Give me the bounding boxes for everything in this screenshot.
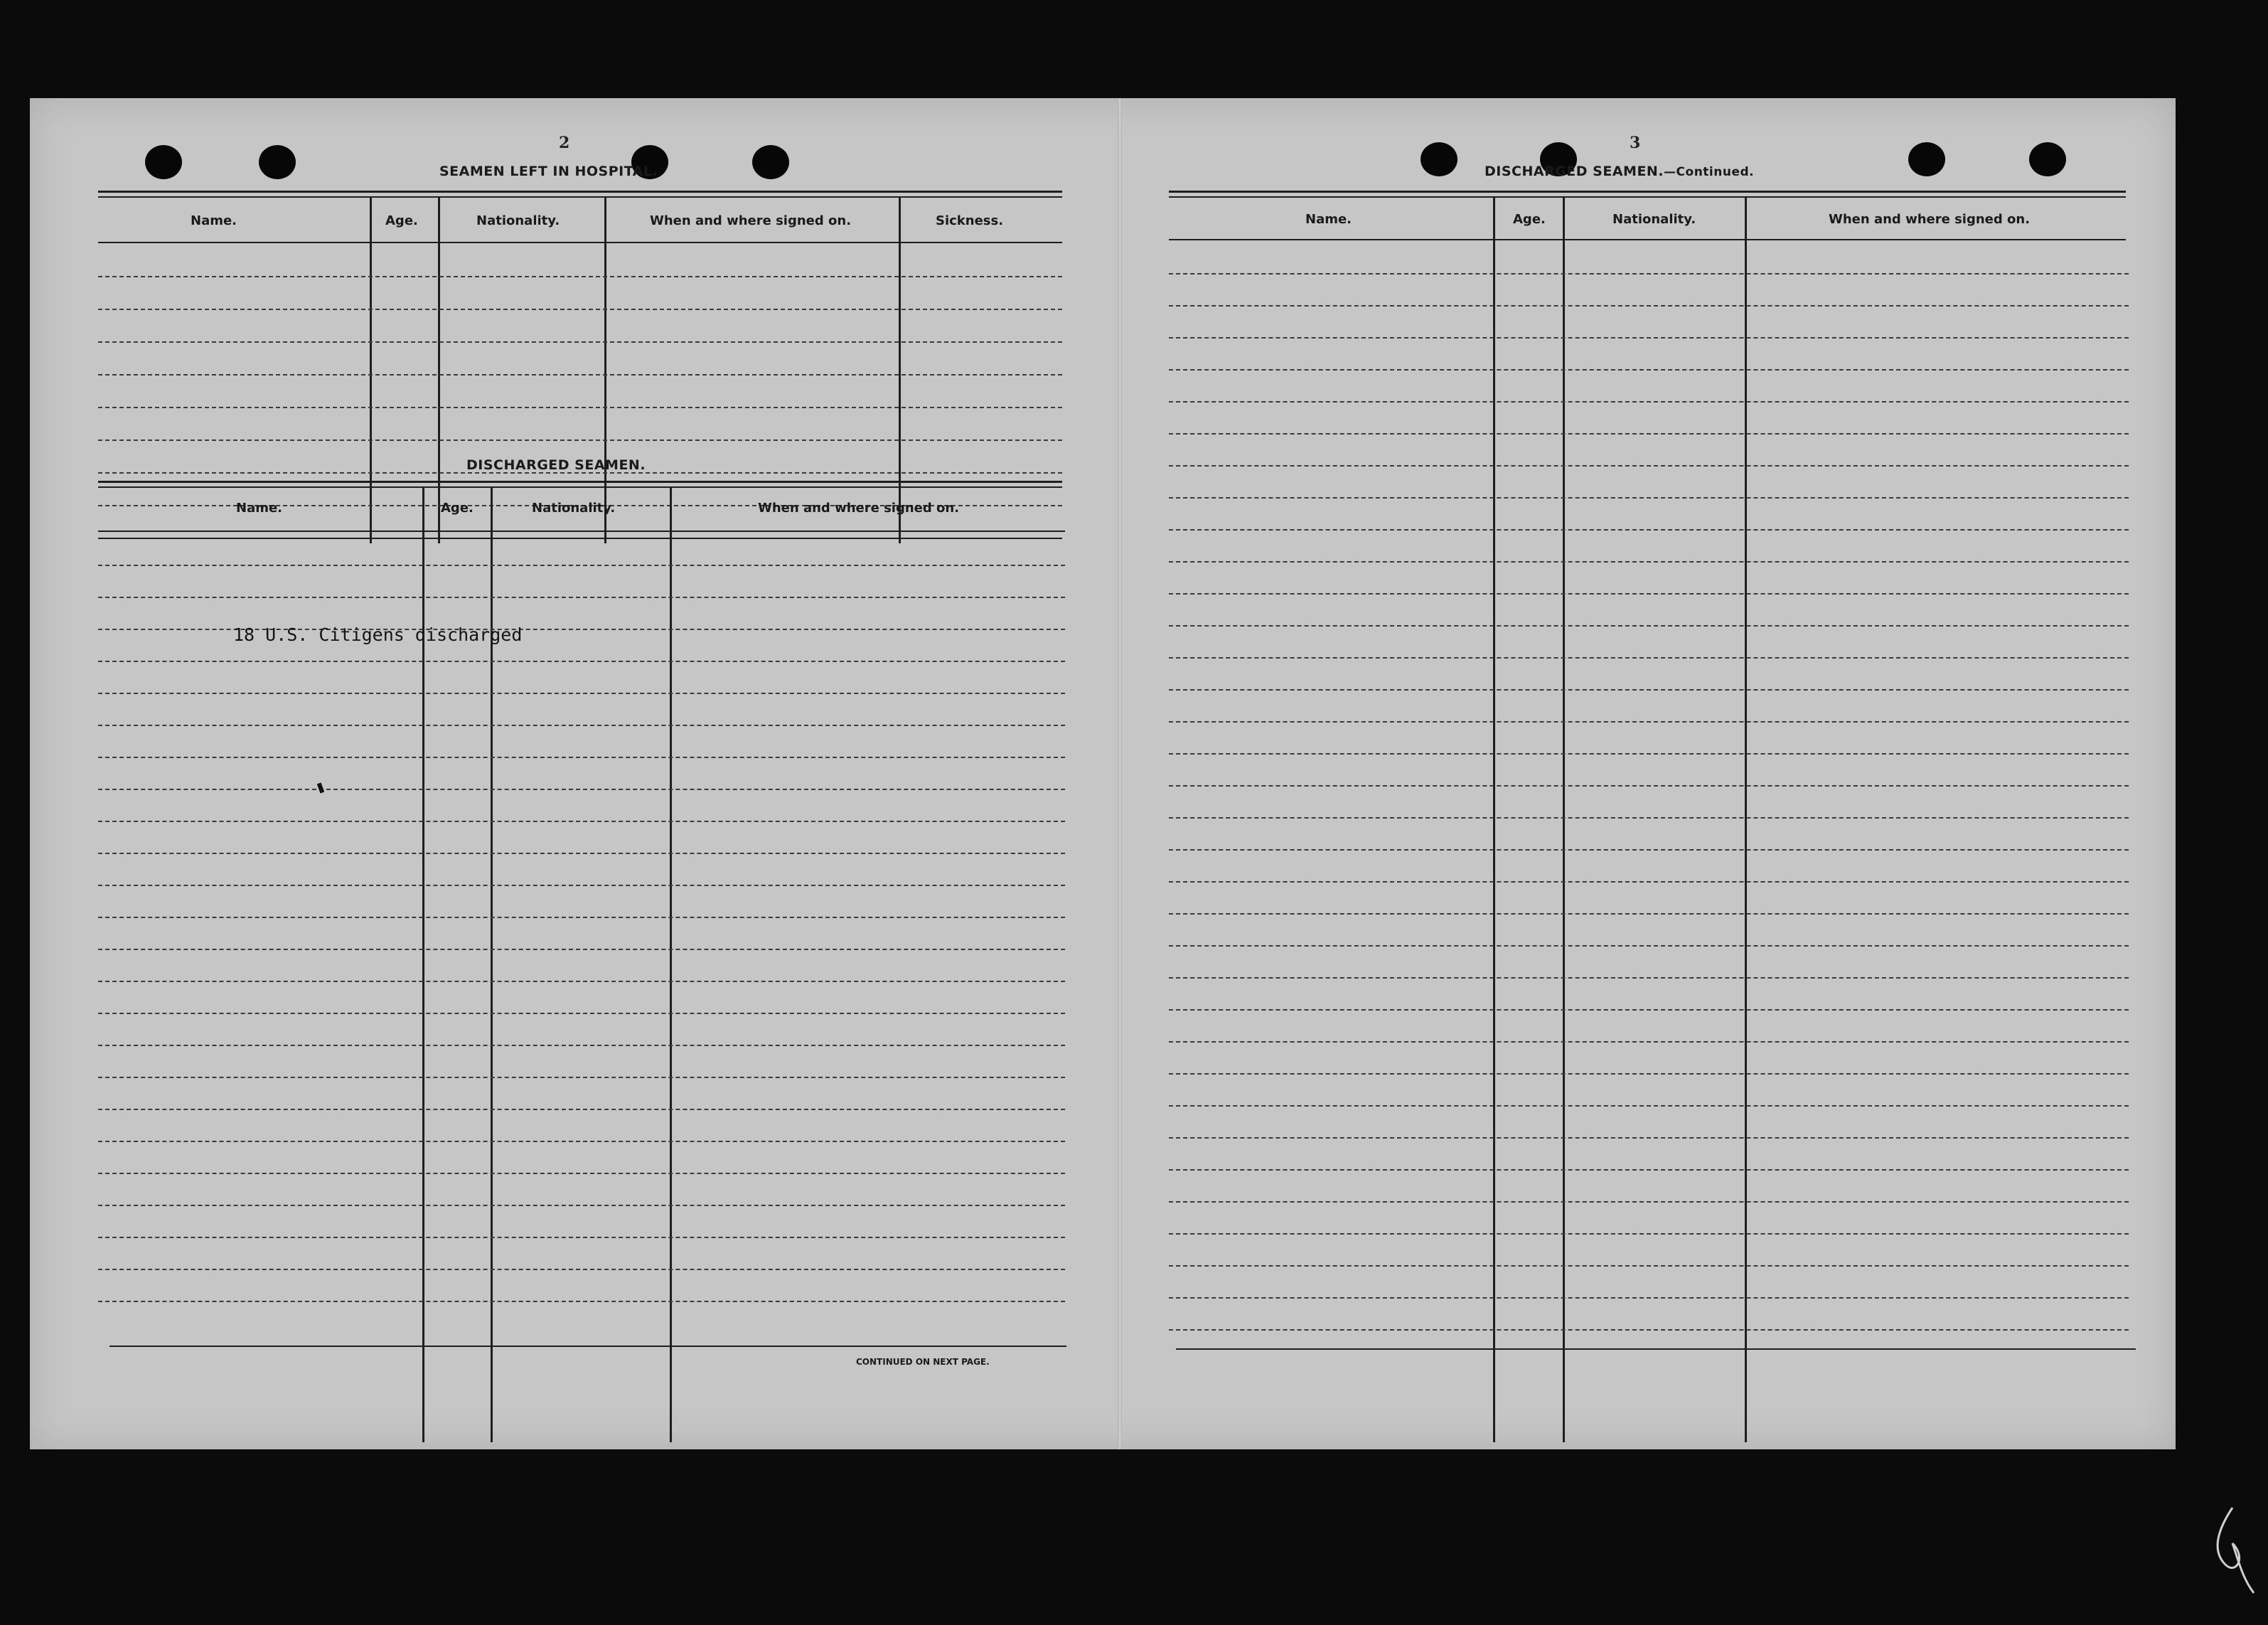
entry-line <box>1169 1041 2129 1043</box>
entry-line <box>1169 401 2129 403</box>
corner-scribble <box>2204 1501 2261 1600</box>
column-header-name: Name. <box>236 501 283 516</box>
column-header-signed-on: When and where signed on. <box>758 501 960 516</box>
rule <box>98 242 1062 243</box>
rule <box>109 1346 1066 1347</box>
entry-line <box>1169 625 2129 627</box>
entry-line <box>1169 1201 2129 1203</box>
column-divider <box>899 198 901 543</box>
entry-line <box>1169 1233 2129 1235</box>
entry-line <box>1169 1329 2129 1331</box>
entry-line <box>1169 433 2129 435</box>
entry-line <box>98 821 1065 822</box>
rule <box>98 538 1062 539</box>
entry-line <box>1169 753 2129 755</box>
punch-hole <box>145 145 182 179</box>
entry-line <box>98 276 1062 277</box>
column-divider <box>670 488 672 1442</box>
column-header-signed-on: When and where signed on. <box>1829 212 2031 227</box>
punch-hole <box>752 145 789 179</box>
entry-line <box>1169 337 2129 339</box>
entry-line <box>98 885 1065 886</box>
entry-line <box>98 1109 1065 1110</box>
punch-hole <box>1421 142 1457 176</box>
entry-line <box>98 661 1065 662</box>
entry-line <box>98 407 1062 408</box>
entry-line <box>98 597 1065 598</box>
entry-line <box>98 949 1065 950</box>
rule <box>98 481 1062 483</box>
column-divider <box>370 198 372 543</box>
column-header-age: Age. <box>385 213 418 228</box>
entry-line <box>1169 273 2129 275</box>
punch-hole <box>2029 142 2066 176</box>
entry-line <box>98 1173 1065 1174</box>
entry-line <box>98 1013 1065 1014</box>
entry-line <box>98 374 1062 375</box>
rule <box>1169 191 2126 193</box>
entry-line <box>1169 657 2129 659</box>
column-divider <box>604 198 606 543</box>
rule <box>1176 1348 2136 1350</box>
entry-line <box>1169 945 2129 947</box>
entry-line <box>98 1269 1065 1270</box>
column-header-nationality: Nationality. <box>532 501 616 516</box>
rule <box>1169 196 2126 198</box>
entry-line <box>1169 497 2129 499</box>
column-header-age: Age. <box>441 501 474 516</box>
entry-line <box>1169 1169 2129 1171</box>
page-number: 2 <box>559 134 570 152</box>
entry-line <box>98 981 1065 982</box>
page-fold <box>1118 98 1122 1449</box>
entry-line <box>98 1205 1065 1206</box>
entry-line <box>1169 305 2129 307</box>
page-number: 3 <box>1630 134 1641 152</box>
column-header-nationality: Nationality. <box>1612 212 1696 227</box>
column-divider <box>1563 198 1565 1442</box>
entry-line <box>1169 369 2129 371</box>
entry-line <box>1169 977 2129 979</box>
document-sheet <box>30 98 2176 1449</box>
entry-line <box>1169 913 2129 915</box>
entry-line <box>98 439 1062 441</box>
hospital-section-title: SEAMEN LEFT IN HOSPITAL. <box>439 164 658 179</box>
column-divider <box>1745 198 1747 1442</box>
entry-line <box>98 1141 1065 1142</box>
entry-line <box>98 853 1065 854</box>
entry-line <box>98 1237 1065 1238</box>
entry-line <box>1169 785 2129 787</box>
column-header-nationality: Nationality. <box>476 213 560 228</box>
entry-line <box>1169 689 2129 691</box>
rule <box>98 196 1062 198</box>
entry-line <box>1169 1265 2129 1267</box>
entry-line <box>1169 1137 2129 1139</box>
column-header-name: Name. <box>1305 212 1352 227</box>
entry-line <box>1169 465 2129 467</box>
entry-line <box>98 789 1065 790</box>
column-header-sickness: Sickness. <box>936 213 1004 228</box>
entry-line <box>98 757 1065 758</box>
entry-line <box>1169 1105 2129 1107</box>
entry-line <box>98 725 1065 726</box>
rule <box>98 531 1065 532</box>
entry-line <box>98 1045 1065 1046</box>
entry-line <box>1169 817 2129 819</box>
column-header-signed-on: When and where signed on. <box>650 213 852 228</box>
ink-mark <box>317 782 324 793</box>
discharged-continued-title <box>1485 164 1754 179</box>
entry-line <box>1169 1073 2129 1075</box>
discharged-section-title: DISCHARGED SEAMEN. <box>466 457 646 473</box>
entry-line <box>98 341 1062 343</box>
entry-line <box>1169 561 2129 563</box>
entry-line <box>98 309 1062 310</box>
entry-line <box>1169 849 2129 851</box>
column-divider <box>438 198 440 543</box>
entry-line <box>98 1077 1065 1078</box>
entry-line <box>1169 1297 2129 1299</box>
rule <box>98 191 1062 193</box>
title-suffix: —Continued. <box>1664 165 1755 179</box>
typed-entry: 18 U.S. Citigens discharged <box>233 624 523 645</box>
entry-line <box>1169 881 2129 883</box>
entry-line <box>1169 529 2129 531</box>
punch-hole <box>259 145 296 179</box>
punch-hole <box>1908 142 1945 176</box>
entry-line <box>1169 721 2129 723</box>
column-header-name: Name. <box>191 213 237 228</box>
rule <box>98 486 1062 488</box>
entry-line <box>98 917 1065 918</box>
column-header-age: Age. <box>1513 212 1546 227</box>
column-divider <box>1493 198 1495 1442</box>
rule <box>1169 239 2126 240</box>
entry-line <box>98 1301 1065 1302</box>
entry-line <box>98 693 1065 694</box>
title-text: DISCHARGED SEAMEN. <box>1485 164 1664 179</box>
entry-line <box>1169 593 2129 595</box>
entry-line <box>1169 1009 2129 1011</box>
entry-line <box>98 565 1065 566</box>
continued-note: CONTINUED ON NEXT PAGE. <box>856 1357 990 1367</box>
